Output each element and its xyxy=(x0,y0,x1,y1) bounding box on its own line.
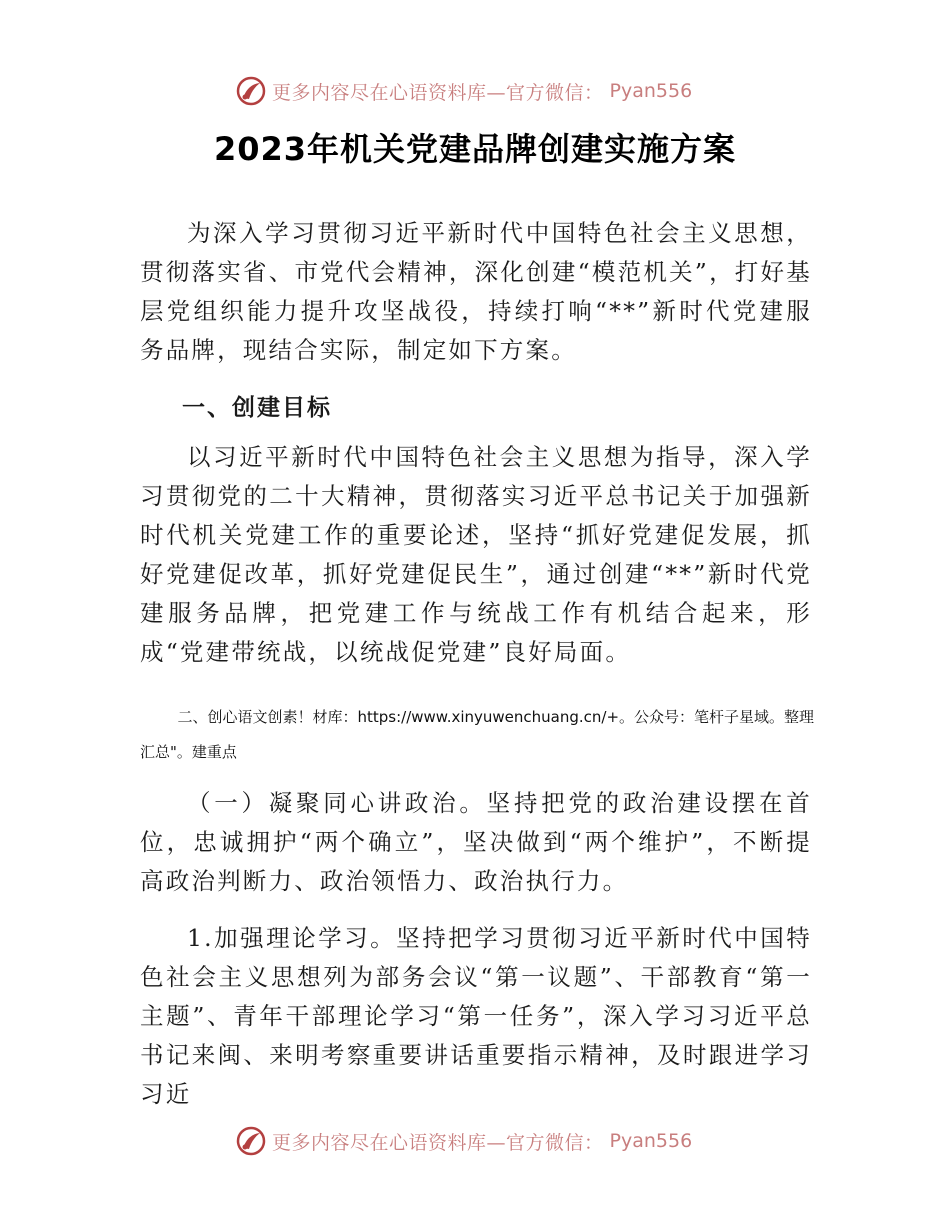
document-title: 2023年机关党建品牌创建实施方案 xyxy=(213,130,737,168)
watermark-text: 更多内容尽在心语资料库—官方微信： xyxy=(272,81,604,104)
subsection-politics-paragraph: （一）凝聚同心讲政治。坚持把党的政治建设摆在首位，忠诚拥护“两个确立”，坚决做到“两个维护”，不断提高政治判断力、政治领悟力、政治执行力。 xyxy=(140,789,812,895)
goals-paragraph: 以习近平新时代中国特色社会主义思想为指导，深入学习贯彻党的二十大精神，贯彻落实习近平总书记关于加强新时代机关党建工作的重要论述，坚持“抓好党建促发展，抓好党建促改革，抓好党建促民生”，通过创建“**”新时代党建服务品牌，把党建工作与统战工作有机结合起来，形成“党建带统战，以统战促党建”良好局面。 xyxy=(140,443,812,666)
section-heading-goals: 一、创建目标 xyxy=(182,395,332,421)
header-watermark xyxy=(236,74,692,108)
item-theory-study-paragraph: 1.加强理论学习。坚持把学习贯彻习近平新时代中国特色社会主义思想列为部务会议“第一议题”、干部教育“第一主题”、青年干部理论学习“第一任务”，深入学习习近平总书记来闽、来明考察重要讲话重要指示精神，及时跟进学习习近 xyxy=(140,924,812,1108)
intro-paragraph: 为深入学习贯彻习近平新时代中国特色社会主义思想，贯彻落实省、市党代会精神，深化创建“模范机关”，打好基层党组织能力提升攻坚战役，持续打响“**”新时代党建服务品牌，现结合实际，制定如下方案。 xyxy=(140,219,812,364)
footer-watermark xyxy=(236,1124,692,1158)
brand-logo-icon xyxy=(236,76,266,106)
watermark-wechat-id: Pyan556 xyxy=(609,80,693,102)
watermark-text: 更多内容尽在心语资料库—官方微信： xyxy=(272,1131,604,1154)
watermark-wechat-id: Pyan556 xyxy=(609,1130,693,1152)
section-heading-key-points: 二、创心语文创素！材库：https://www.xinyuwenchuang.cn/+。公众号：笔杆子星域。整理汇总"。建重点 xyxy=(140,708,815,761)
brand-logo-icon xyxy=(236,1126,266,1156)
